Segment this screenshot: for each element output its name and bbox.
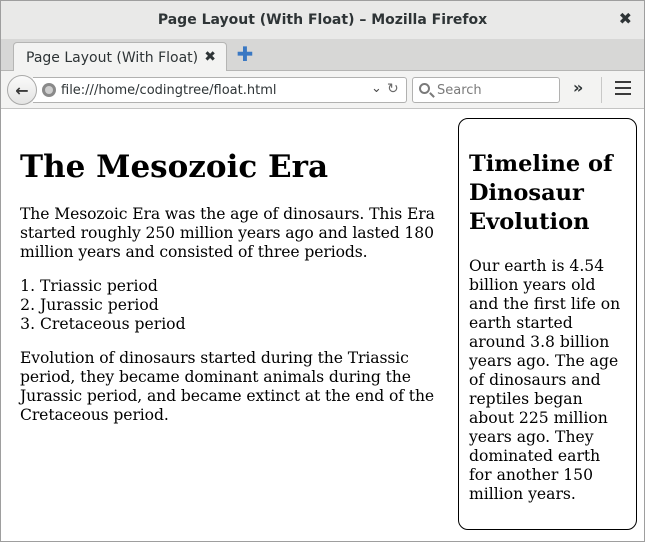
evolution-paragraph: Evolution of dinosaurs started during the Triassic period, they became dominant animals during the Jurassic period, and became extinct at the end of the Cretaceous period. — [20, 349, 435, 424]
back-arrow-icon: ← — [15, 80, 29, 100]
tab-page-layout[interactable] — [13, 42, 227, 72]
navigation-bar — [1, 71, 644, 109]
back-button[interactable] — [7, 75, 37, 105]
globe-icon — [42, 83, 56, 97]
toolbar-overflow-icon[interactable]: » — [573, 78, 584, 97]
window-close-icon[interactable]: ✖ — [618, 9, 632, 28]
page-content — [1, 109, 644, 541]
new-tab-icon[interactable]: ✚ — [236, 42, 254, 66]
url-bar[interactable] — [33, 77, 407, 103]
window-title: Page Layout (With Float) – Mozilla Firefox — [157, 12, 488, 28]
reload-icon[interactable]: ↻ — [387, 81, 399, 97]
page-title: The Mesozoic Era — [20, 149, 329, 185]
sidebar-title: Timeline of Dinosaur Evolution — [469, 151, 613, 235]
sidebar-paragraph: Our earth is 4.54 billion years old and the first life on earth started around 3.8 billion years ago. The age of dinosaurs and reptiles began about 225 million years ago. They dominated earth for another 150 million years. — [469, 257, 621, 503]
tab-close-icon[interactable]: ✖ — [204, 49, 216, 65]
tab-label: Page Layout (With Float) — [26, 49, 199, 66]
hamburger-menu-icon[interactable] — [615, 81, 631, 97]
title-bar[interactable] — [1, 1, 644, 39]
toolbar-separator — [601, 77, 602, 103]
list-item: 2. Jurassic period — [40, 296, 448, 315]
url-text[interactable]: file:///home/codingtree/float.html — [61, 83, 277, 98]
search-input[interactable] — [437, 81, 555, 99]
url-history-dropdown-icon[interactable]: ⌄ — [371, 81, 382, 96]
main-column — [20, 109, 448, 440]
list-item: 3. Cretaceous period — [40, 315, 448, 334]
periods-list — [40, 277, 448, 334]
intro-paragraph: The Mesozoic Era was the age of dinosaurs. This Era started roughly 250 million years ago and lasted 180 million years and consisted of three periods. — [20, 205, 435, 261]
floated-sidebar — [458, 118, 637, 530]
search-icon — [419, 83, 430, 94]
list-item: 1. Triassic period — [40, 277, 448, 296]
search-box[interactable] — [412, 77, 560, 103]
tab-strip — [1, 39, 644, 71]
